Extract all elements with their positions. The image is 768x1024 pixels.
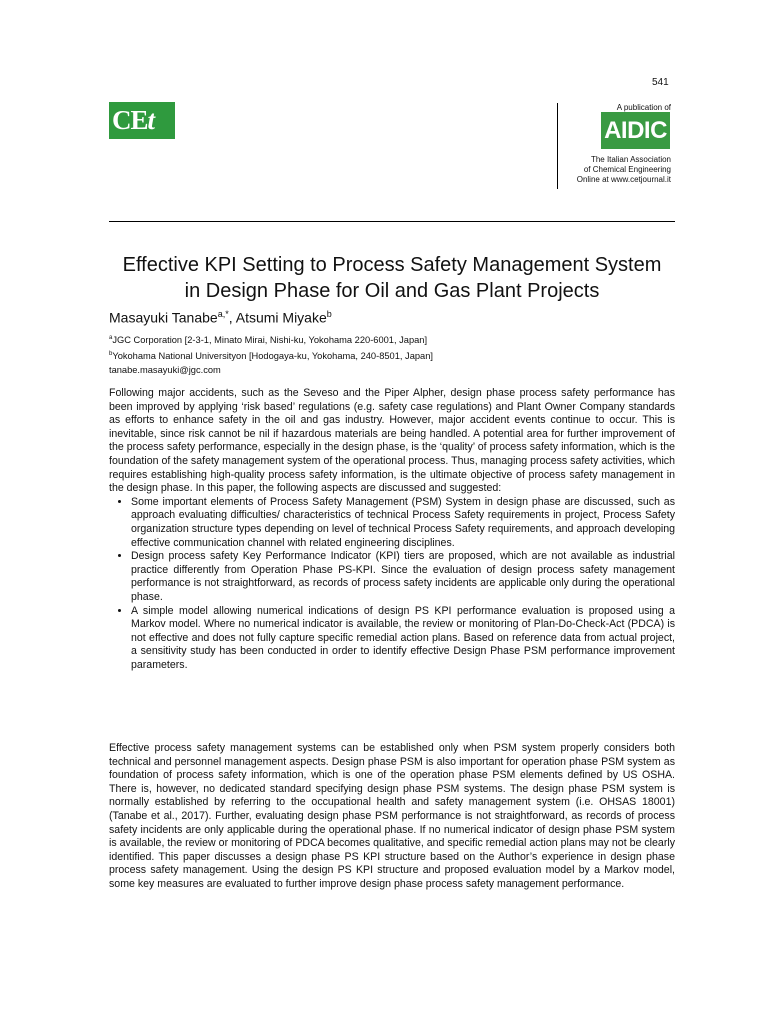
abstract [109,387,675,672]
affiliations [109,331,433,377]
association-line: of Chemical Engineering [583,165,671,174]
abstract-bullet-list [109,496,675,673]
affiliation [109,331,433,347]
corresponding-email[interactable]: tanabe.masayuki@jgc.com [109,365,221,376]
title-line: in Design Phase for Oil and Gas Plant Projects [184,280,600,302]
publisher-box [557,103,676,189]
authors [109,306,332,327]
introduction [109,742,675,892]
author-affil-marker: b [326,309,332,319]
header-divider [109,221,675,222]
cet-logo-main: CE [112,105,148,135]
affiliation [109,347,433,363]
page-number: 541 [652,77,669,88]
intro-paragraph: Effective process safety management systems can be established only when PSM system properly considers both technical and personnel management aspects. Design phase PSM is also important for operation phase PSM system as foundation of process safety information, which is one of the operation phase PSM elements defined by US OSHA. There is, however, no dedicated standard specifying design phase PSM systems. The design phase PSM system is normally established by referring to the occupational health and safety management system (i.e. OHSAS 18001) (Tanabe et al., 2017). Further, evaluating design phase PSM performance is not straightforward, as records of process safety incidents are only applicable during the operational phase. If no numerical indicator of design phase PSM system is available, the review or monitoring of PDCA becomes qualitative, and specific remedial action plans may not be clearly identified. This paper discusses a design phase PS KPI structure based on the Author’s experience in design phase process safety management. Using the design PS KPI structure and proposed evaluation model by a Markov model, some key measures are evaluated to further improve design phase process safety management performance. [109,742,675,890]
association-line: The Italian Association [590,155,671,164]
affil-marker: b [109,351,113,358]
author-name: Masayuki Tanabe [109,309,218,326]
author-affil-marker: a,* [217,309,229,319]
abstract-bullet: • A simple model allowing numerical indications of design PS KPI performance evaluation is proposed using a Markov model. Where no numerical indicator is available, the review or monitoring of Plan-Do-Check-Act (PDCA) is not effective and does not fully capture specific remedial action plans. Based on reference data from actual project, a sensitivity study has been conducted in order to identify effective Design Phase PSM performance improvement parameters. [131,605,675,673]
author-name: Atsumi Miyake [235,309,327,326]
affil-marker: a [109,335,113,341]
title-line: Effective KPI Setting to Process Safety Management System [122,254,662,276]
cet-logo [109,102,175,139]
cet-logo-italic: t [147,105,155,135]
affil-text: JGC Corporation [2-3-1, Minato Mirai, Nishi-ku, Yokohama 220-6001, Japan] [112,335,428,346]
author-separator: , [228,309,236,326]
journal-url: Online at www.cetjournal.it [576,175,671,184]
abstract-bullet: • Some important elements of Process Safety Management (PSM) System in design phase are discussed, such as approach evaluating difficulties/ characteristics of technical Process Safety requirements in project, Process Safety organization structure types depending on level of technical Process Safety requirements, and approach developing effective communication channel with related engineering disciplines. [131,496,675,550]
aidic-logo: AIDIC [601,112,670,149]
abstract-bullet: • Design process safety Key Performance Indicator (KPI) tiers are proposed, which are not available as industrial practice differently from Operation Phase PS-KPI. Since the evaluation of design process safety management performance is not straightforward, as records of process safety incidents are applicable only during the operational phase. [131,550,675,604]
association-info [577,155,671,185]
abstract-paragraph: Following major accidents, such as the Seveso and the Piper Alpher, design phase process safety performance has been improved by applying ‘risk based’ regulations (e.g. safety case regulations) and Plant Owner Company standards as efforts to enhance safety in the oil and gas industry. However, major accident events continue to occur. This is inevitable, since risk cannot be nil if hazardous materials are being handled. A potential area for further improvement of the process safety performance, especially in the design phase, is the ‘quality’ of process safety information, which is the foundation of the safety management system of the operational process. Thus, managing process safety activities, which requires establishing high-quality process safety information, is the ultimate objective of process safety management in the design phase. In this paper, the following aspects are discussed and suggested: [109,387,675,495]
publication-label: A publication of [616,103,671,112]
paper-title [100,252,684,304]
affil-text: Yokohama National Universityon [Hodogaya-ku, Yokohama, 240-8501, Japan] [112,351,433,362]
